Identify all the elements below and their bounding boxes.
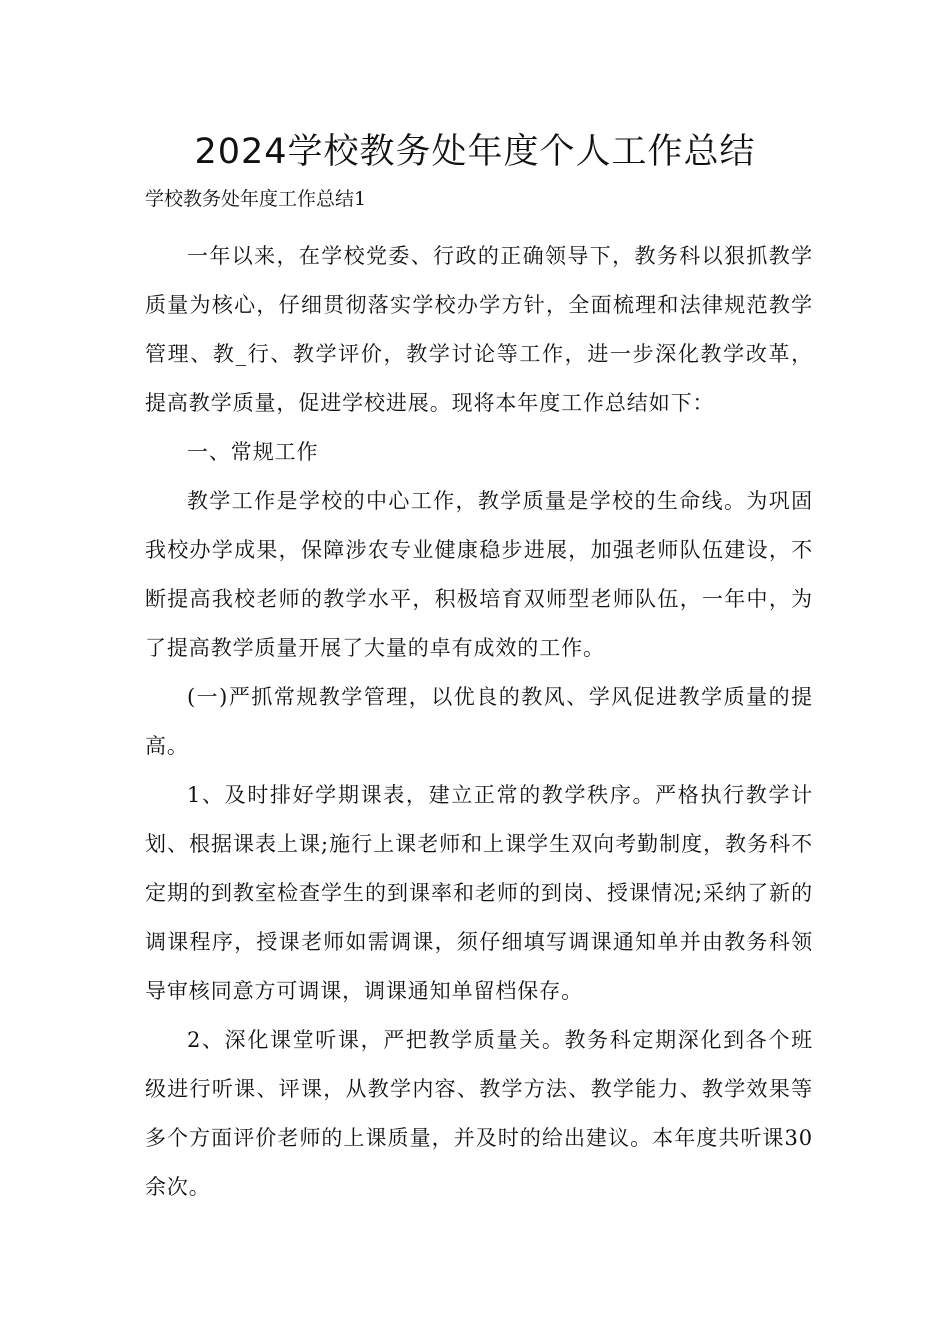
document-body: [145, 232, 813, 1212]
subsection-heading-management: (一)严抓常规教学管理，以优良的教风、学风促进教学质量的提高。: [145, 685, 813, 758]
document-title: 2024学校教务处年度个人工作总结: [194, 132, 756, 172]
paragraph-intro: 一年以来，在学校党委、行政的正确领导下，教务科以狠抓教学质量为核心，仔细贯彻落实学校办学方针，全面梳理和法律规范教学管理、教_行、教学评价，教学讨论等工作，进一步深化教学改革，提高教学质量，促进学校进展。现将本年度工作总结如下：: [145, 244, 813, 415]
section-heading-routine-work: 一、常规工作: [187, 440, 319, 464]
paragraph-item-2-observation: 2、深化课堂听课，严把教学质量关。教务科定期深化到各个班级进行听课、评课，从教学内容、教学方法、教学能力、教学效果等多个方面评价老师的上课质量，并及时的给出建议。本年度共听课30余次。: [145, 1028, 813, 1199]
document-subtitle: 学校教务处年度工作总结1: [145, 188, 367, 210]
paragraph-teaching-center: 教学工作是学校的中心工作，教学质量是学校的生命线。为巩固我校办学成果，保障涉农专业健康稳步进展，加强老师队伍建设，不断提高我校老师的教学水平，积极培育双师型老师队伍，一年中，为了提高教学质量开展了大量的卓有成效的工作。: [145, 489, 813, 660]
paragraph-item-1-schedule: 1、及时排好学期课表，建立正常的教学秩序。严格执行教学计划、根据课表上课;施行上课老师和上课学生双向考勤制度，教务科不定期的到教室检查学生的到课率和老师的到岗、授课情况;采纳了新的调课程序，授课老师如需调课，须仔细填写调课通知单并由教务科领导审核同意方可调课，调课通知单留档保存。: [145, 783, 813, 1003]
